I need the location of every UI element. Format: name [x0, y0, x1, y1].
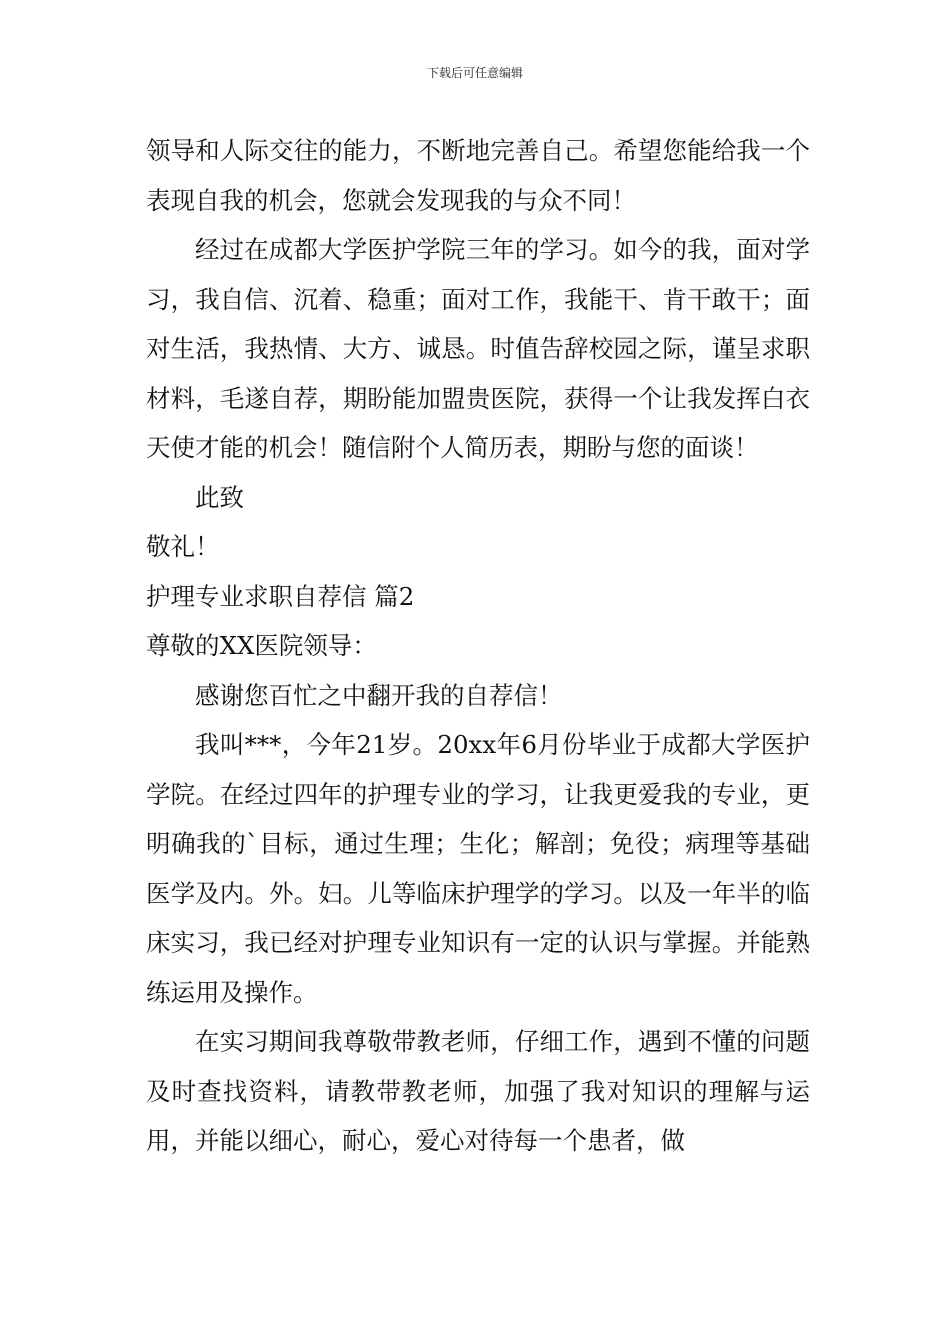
document-body: [146, 126, 810, 1166]
salutation: 尊敬的XX医院领导：: [146, 631, 377, 660]
paragraph-5: 在实习期间我尊敬带教老师，仔细工作，遇到不懂的问题及时查找资料，请教带教老师，加强了我对知识的理解与运用，并能以细心，耐心，爱心对待每一个患者，做: [146, 1027, 810, 1155]
closing-greeting: 此致: [195, 482, 244, 512]
paragraph-2: 经过在成都大学医护学院三年的学习。如今的我，面对学习，我自信、沉着、稳重；面对工作，我能干、肯干敢干；面对生活，我热情、大方、诚恳。时值告辞校园之际，谨呈求职材料，毛遂自荐，期盼能加盟贵医院，获得一个让我发挥白衣天使才能的机会！随信附个人简历表，期盼与您的面谈！: [146, 235, 810, 462]
section-title: 护理专业求职自荐信 篇2: [146, 581, 415, 611]
paragraph-4: 我叫***，今年21岁。20xx年6月份毕业于成都大学医护学院。在经过四年的护理专业的学习，让我更爱我的专业，更明确我的`目标，通过生理；生化；解剖；免役；病理等基础医学及内。外。妇。儿等临床护理学的学习。以及一年半的临床实习，我已经对护理专业知识有一定的认识与掌握。并能熟练运用及操作。: [146, 730, 810, 1007]
closing-salute: 敬礼！: [146, 532, 220, 561]
page-header: 下载后可任意编辑: [426, 66, 523, 80]
paragraph-3: 感谢您百忙之中翻开我的自荐信！: [195, 680, 563, 710]
paragraph-1: 领导和人际交往的能力，不断地完善自己。希望您能给我一个表现自我的机会，您就会发现我的与众不同！: [146, 136, 810, 215]
